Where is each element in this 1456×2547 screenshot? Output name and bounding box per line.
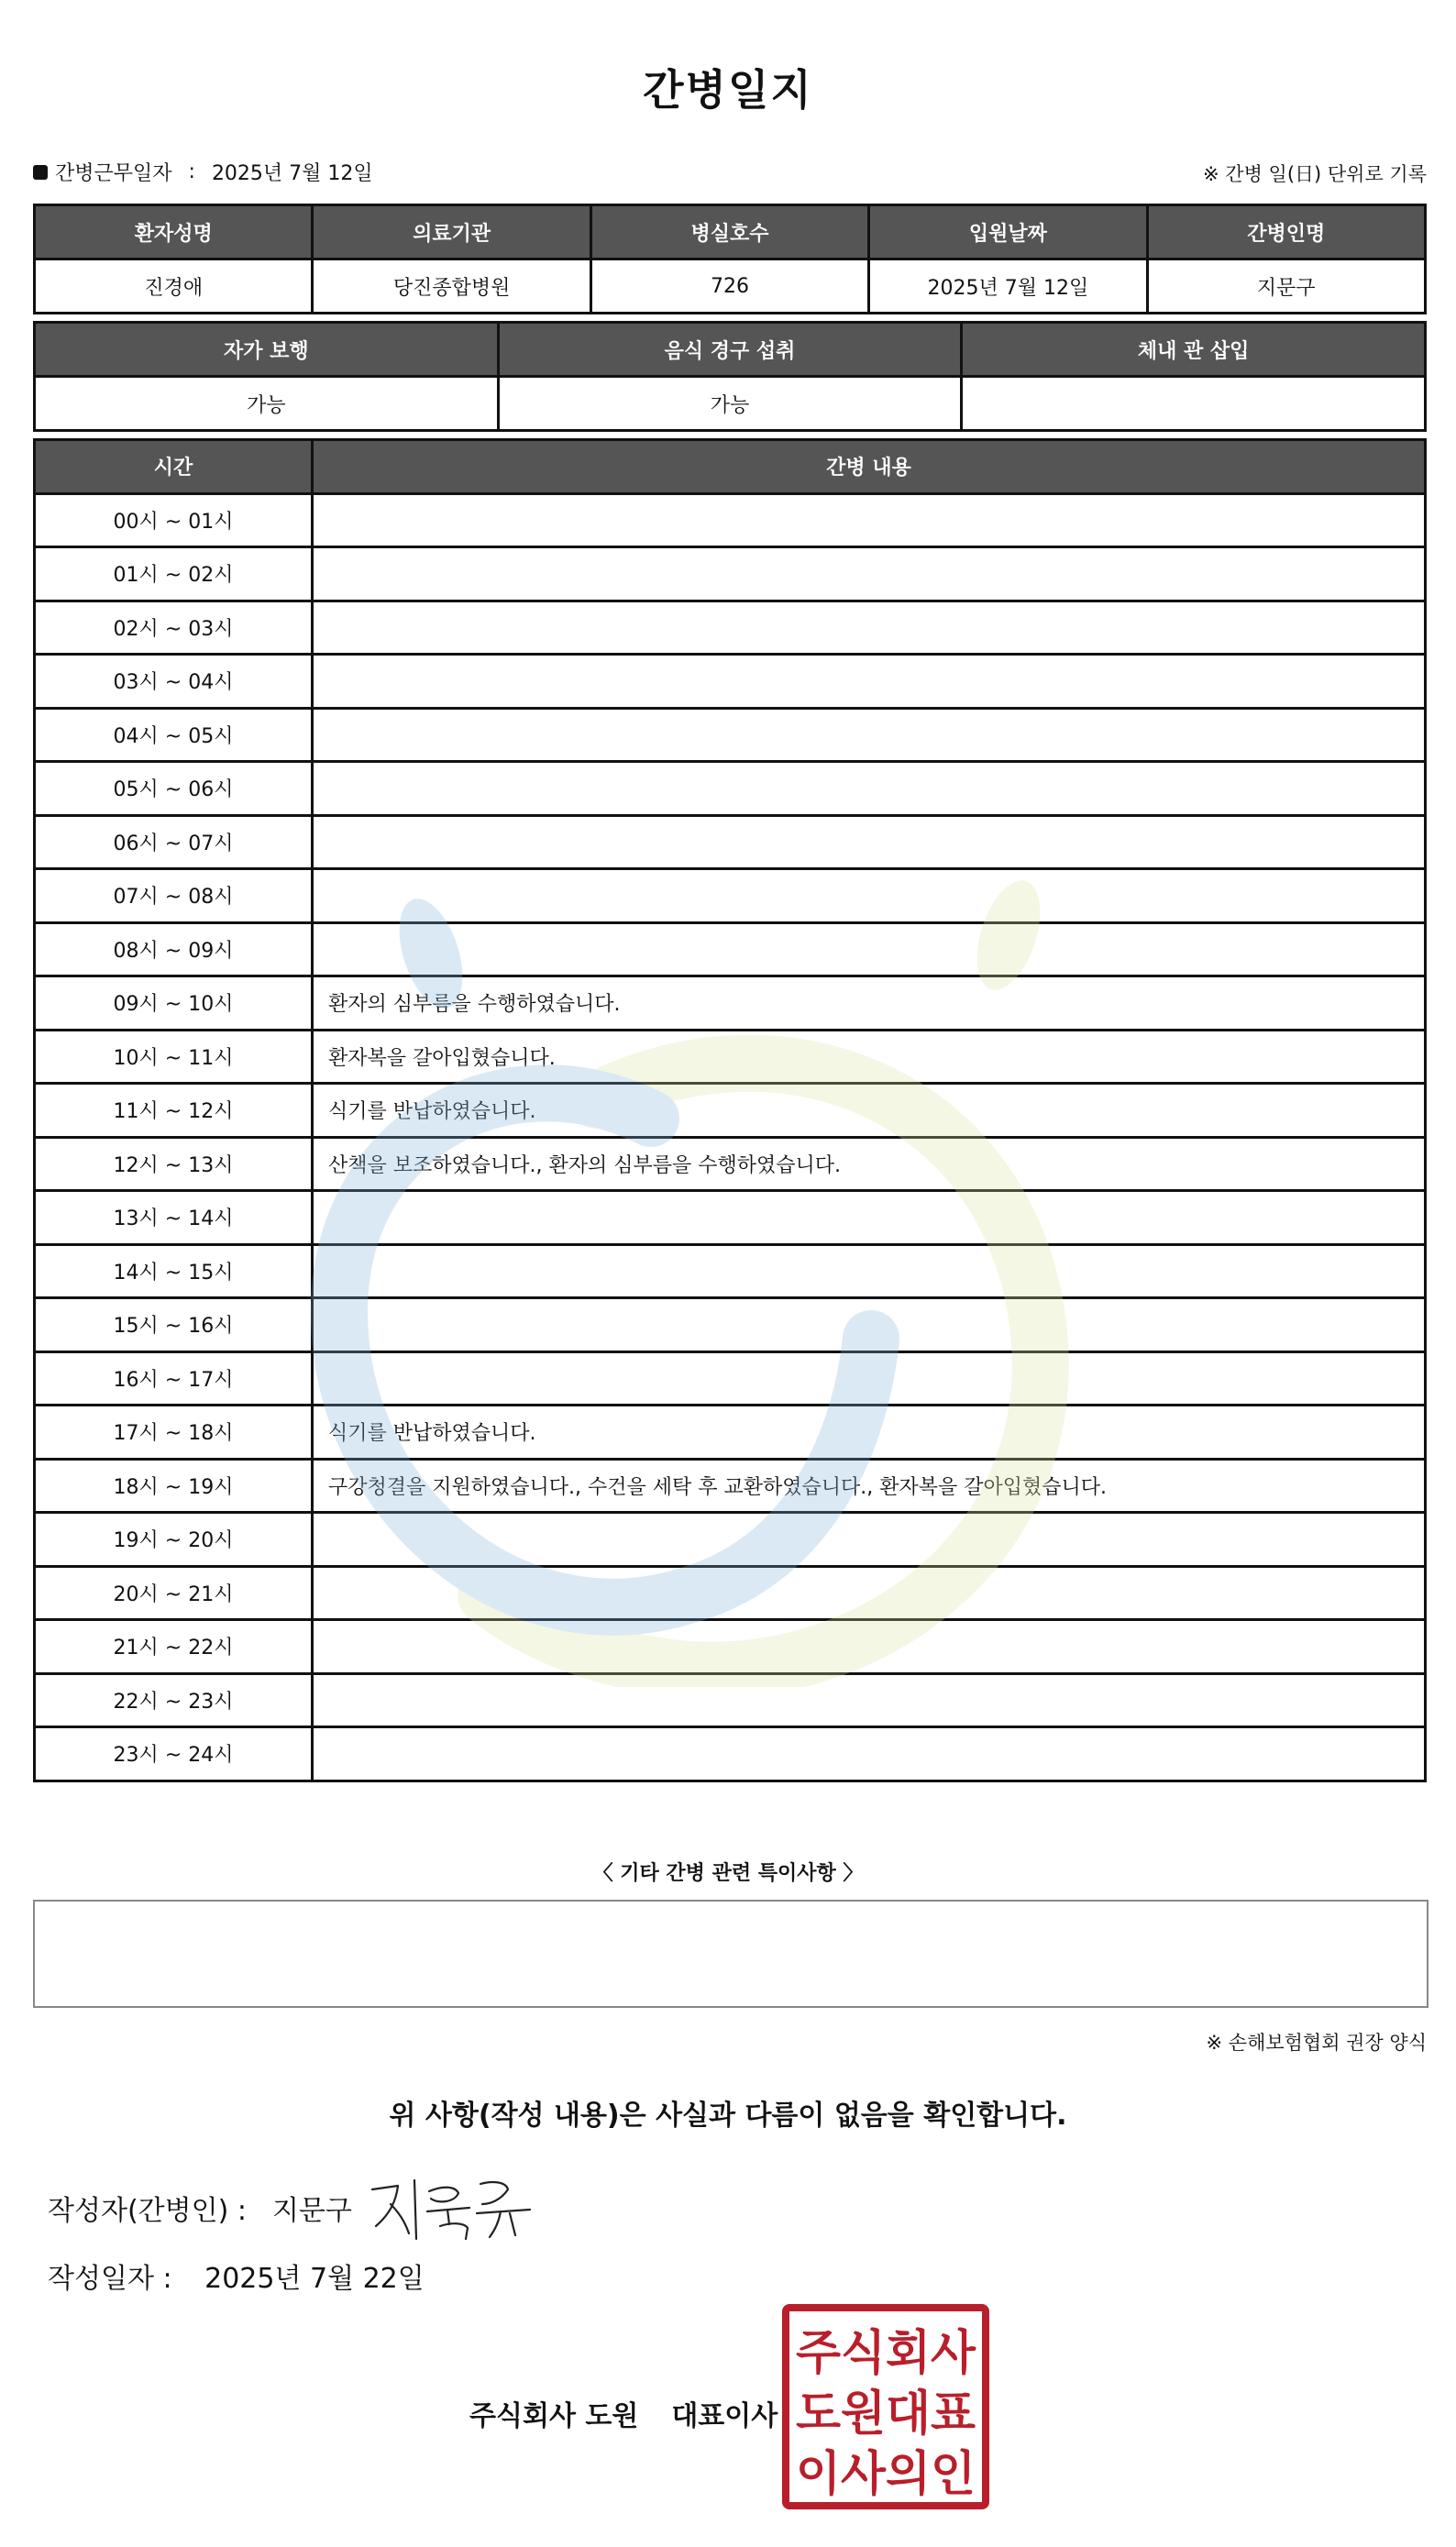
status-header-row [35, 323, 1426, 377]
log-row [35, 547, 1426, 601]
log-header-row [35, 440, 1426, 494]
writer-row [48, 2188, 352, 2228]
log-time: 01시 ~ 02시 [35, 547, 313, 601]
log-content: 환자복을 갈아입혔습니다. [313, 1030, 1426, 1084]
log-time: 10시 ~ 11시 [35, 1030, 313, 1084]
log-time: 09시 ~ 10시 [35, 976, 313, 1031]
log-time: 20시 ~ 21시 [35, 1566, 313, 1620]
svg-text:도원대표: 도원대표 [796, 2387, 976, 2442]
log-content [313, 1513, 1426, 1567]
log-time: 07시 ~ 08시 [35, 869, 313, 923]
log-content [313, 1620, 1426, 1674]
log-content [313, 869, 1426, 923]
company-name: 주식회사 도원 [469, 2400, 639, 2432]
log-content: 환자의 심부름을 수행하였습니다. [313, 976, 1426, 1031]
patient-info-value-row [35, 259, 1426, 314]
self-walking-value: 가능 [35, 377, 499, 431]
header-room-number: 병실호수 [590, 205, 868, 259]
log-time: 00시 ~ 01시 [35, 493, 313, 547]
confirmation-statement: 위 사항(작성 내용)은 사실과 다름이 없음을 확인합니다. [389, 2100, 1067, 2132]
log-time: 22시 ~ 23시 [35, 1673, 313, 1727]
log-time: 14시 ~ 15시 [35, 1244, 313, 1298]
work-date-row [33, 158, 373, 186]
log-time: 04시 ~ 05시 [35, 708, 313, 762]
log-content: 구강청결을 지원하였습니다., 수건을 세탁 후 교환하였습니다., 환자복을 갈아입혔습니다. [313, 1459, 1426, 1513]
company-role: 대표이사 [671, 2400, 778, 2432]
caregiver-name: 지문구 [1147, 259, 1425, 314]
company-seal-stamp [781, 2303, 990, 2510]
log-row [35, 1030, 1426, 1084]
page-title: 간병일지 [643, 65, 813, 115]
writer-name: 지문구 [271, 2195, 352, 2227]
log-row [35, 1351, 1426, 1406]
header-caregiver-name: 간병인명 [1147, 205, 1425, 259]
log-row [35, 655, 1426, 709]
written-date-label: 작성일자 : [48, 2263, 172, 2295]
log-row [35, 493, 1426, 547]
header-oral-intake: 음식 경구 섭취 [498, 323, 962, 377]
log-time: 08시 ~ 09시 [35, 922, 313, 976]
log-content [313, 1727, 1426, 1781]
log-row [35, 815, 1426, 869]
header-care-content: 간병 내용 [313, 440, 1426, 494]
patient-name: 진경애 [35, 259, 313, 314]
log-time: 02시 ~ 03시 [35, 601, 313, 655]
log-time: 06시 ~ 07시 [35, 815, 313, 869]
status-value-row [35, 377, 1426, 431]
room-number: 726 [590, 259, 868, 314]
work-date-label: 간병근무일자 [55, 162, 172, 185]
log-row [35, 976, 1426, 1031]
log-content [313, 762, 1426, 816]
log-row [35, 762, 1426, 816]
log-row [35, 1727, 1426, 1781]
header-patient-name: 환자성명 [35, 205, 313, 259]
header-admission-date: 입원날짜 [869, 205, 1147, 259]
admission-date: 2025년 7월 12일 [869, 259, 1147, 314]
log-time: 11시 ~ 12시 [35, 1084, 313, 1138]
log-row [35, 1191, 1426, 1245]
company-signoff [469, 2393, 778, 2433]
log-content [313, 815, 1426, 869]
log-row [35, 1566, 1426, 1620]
log-content [313, 1298, 1426, 1352]
log-content [313, 1191, 1426, 1245]
log-row [35, 1673, 1426, 1727]
log-content [313, 922, 1426, 976]
log-row [35, 1459, 1426, 1513]
log-time: 15시 ~ 16시 [35, 1298, 313, 1352]
tube-insertion-value [962, 377, 1426, 431]
log-row [35, 1298, 1426, 1352]
special-notes-box [33, 1900, 1428, 2008]
log-row [35, 922, 1426, 976]
log-time: 03시 ~ 04시 [35, 655, 313, 709]
log-content [313, 1351, 1426, 1406]
log-content: 식기를 반납하였습니다. [313, 1406, 1426, 1460]
header-hospital: 의료기관 [313, 205, 590, 259]
header-time: 시간 [35, 440, 313, 494]
record-unit-note: ※ 간병 일(日) 단위로 기록 [1203, 163, 1427, 185]
svg-text:주식회사: 주식회사 [796, 2326, 976, 2381]
patient-info-header-row [35, 205, 1426, 259]
log-row [35, 1620, 1426, 1674]
log-content [313, 655, 1426, 709]
patient-info-table [33, 204, 1427, 314]
log-content: 식기를 반납하였습니다. [313, 1084, 1426, 1138]
log-row [35, 1084, 1426, 1138]
log-row [35, 1513, 1426, 1567]
log-time: 19시 ~ 20시 [35, 1513, 313, 1567]
log-content [313, 493, 1426, 547]
log-body [35, 493, 1426, 1781]
hospital-name: 당진종합병원 [313, 259, 590, 314]
svg-text:이사의인: 이사의인 [796, 2447, 976, 2502]
special-notes-title: 〈 기타 간병 관련 특이사항 〉 [592, 1862, 864, 1885]
log-content [313, 708, 1426, 762]
log-row [35, 601, 1426, 655]
hourly-care-log-table [33, 438, 1427, 1782]
form-source-note: ※ 손해보험협회 권장 양식 [1206, 2032, 1427, 2054]
log-content [313, 1673, 1426, 1727]
log-content [313, 601, 1426, 655]
log-time: 12시 ~ 13시 [35, 1137, 313, 1191]
header-self-walking: 자가 보행 [35, 323, 499, 377]
log-row [35, 869, 1426, 923]
written-date-row [48, 2255, 425, 2296]
log-time: 17시 ~ 18시 [35, 1406, 313, 1460]
log-time: 18시 ~ 19시 [35, 1459, 313, 1513]
log-time: 23시 ~ 24시 [35, 1727, 313, 1781]
oral-intake-value: 가능 [498, 377, 962, 431]
patient-status-table [33, 321, 1427, 432]
log-row [35, 1406, 1426, 1460]
bullet-square-icon [33, 165, 48, 180]
work-date-separator: : [188, 160, 195, 183]
log-row [35, 1137, 1426, 1191]
log-content: 산책을 보조하였습니다., 환자의 심부름을 수행하였습니다. [313, 1137, 1426, 1191]
writer-label: 작성자(간병인) : [48, 2195, 247, 2227]
log-content [313, 1244, 1426, 1298]
header-tube-insertion: 체내 관 삽입 [962, 323, 1426, 377]
written-date-value: 2025년 7월 22일 [204, 2263, 425, 2295]
log-time: 13시 ~ 14시 [35, 1191, 313, 1245]
log-content [313, 547, 1426, 601]
log-row [35, 1244, 1426, 1298]
log-time: 21시 ~ 22시 [35, 1620, 313, 1674]
log-row [35, 708, 1426, 762]
work-date-value: 2025년 7월 12일 [211, 162, 373, 185]
log-time: 16시 ~ 17시 [35, 1351, 313, 1406]
handwritten-signature [363, 2173, 537, 2246]
log-time: 05시 ~ 06시 [35, 762, 313, 816]
log-content [313, 1566, 1426, 1620]
